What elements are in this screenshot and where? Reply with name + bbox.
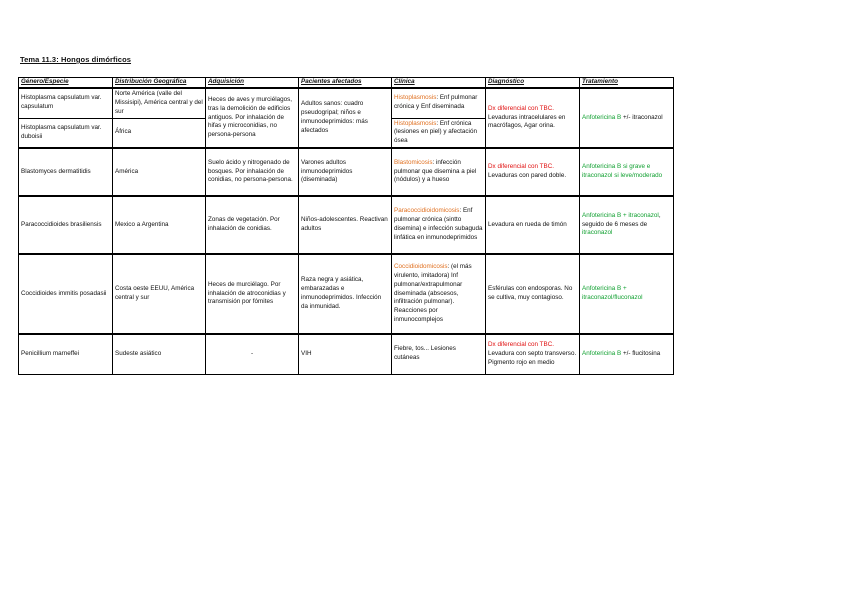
- cell-genero: Penicillium marneffei: [19, 334, 113, 374]
- cell-adquisicion: Suelo ácido y nitrogenado de bosques. Por inhalación de conidias, no persona-persona.: [206, 148, 299, 196]
- header-clinica: Clínica: [392, 78, 486, 89]
- cell-clinica: [392, 118, 486, 148]
- header-adquisicion: Adquisición: [206, 78, 299, 89]
- cell-distribucion: Mexico a Argentina: [113, 196, 206, 254]
- cell-diagnostico: [486, 334, 580, 374]
- cell-diagnostico: [486, 88, 580, 148]
- treatment-drug: Anfotericina B + itraconazol/fluconazol: [582, 285, 643, 301]
- treatment-drug: Anfotericina B: [582, 349, 622, 357]
- cell-distribucion: África: [113, 118, 206, 148]
- cell-diagnostico: Levadura en rueda de timón: [486, 196, 580, 254]
- clinica-text: : Enf pulmonar crónica y Enf diseminada: [394, 94, 478, 111]
- fungi-table: [18, 77, 674, 375]
- disease-name: Paracoccidioidomicosis: [394, 207, 460, 215]
- document-title: Tema 11.3: Hongos dimórficos: [20, 55, 132, 64]
- clinica-text: : Enf pulmonar crónica (sintto disemina) e infección subaguda linfática en inmunodeprimidos: [394, 207, 483, 241]
- disease-name: Histoplasmosis: [394, 119, 437, 127]
- cell-clinica: [392, 196, 486, 254]
- cell-adquisicion: -: [206, 334, 299, 374]
- diag-text: Levaduras intracelulares en macrófagos, Agar orina.: [488, 113, 566, 130]
- cell-adquisicion: Heces de murciélago. Por inhalación de atroconidias y transmisión por fómites: [206, 254, 299, 334]
- cell-genero: Blastomyces dermatitidis: [19, 148, 113, 196]
- diag-text: Levadura con septo transverso. Pigmento rojo en medio: [488, 349, 577, 366]
- table-row: [19, 254, 674, 334]
- cell-distribucion: Sudeste asiático: [113, 334, 206, 374]
- header-tratamiento: Tratamiento: [580, 78, 674, 89]
- cell-genero: Coccidioides immitis posadasii: [19, 254, 113, 334]
- treatment-text: , seguido de 6 meses de: [582, 211, 661, 228]
- cell-diagnostico: Esférulas con endosporas. No se cultiva, muy contagioso.: [486, 254, 580, 334]
- diag-highlight: Dx diferencial con TBC.: [488, 163, 555, 171]
- treatment-drug: Anfotericina B + itraconazol: [582, 211, 659, 219]
- treatment-drug-2: itraconazol: [582, 229, 613, 237]
- cell-genero: Histoplasma capsulatum var. duboisii: [19, 118, 113, 148]
- cell-genero: Paracoccidioides brasiliensis: [19, 196, 113, 254]
- table-row: [19, 196, 674, 254]
- cell-clinica: [392, 88, 486, 118]
- header-genero: Género/Especie: [19, 78, 113, 89]
- cell-genero: Histoplasma capsulatum var. capsulatum: [19, 88, 113, 118]
- diag-text: Levaduras con pared doble.: [488, 172, 567, 179]
- cell-pacientes: Adultos sanos: cuadro pseudogripal; niños e inmunodeprimidos: más afectados: [299, 88, 392, 148]
- cell-distribucion: Costa oeste EEUU, América central y sur: [113, 254, 206, 334]
- cell-tratamiento: [580, 88, 674, 148]
- cell-clinica: Fiebre, tos... Lesiones cutáneas: [392, 334, 486, 374]
- cell-adquisicion: Heces de aves y murciélagos, tras la demolición de edificios antiguos. Por inhalación de hifas y microconidias, no persona-persona: [206, 88, 299, 148]
- diag-highlight: Dx diferencial con TBC.: [488, 341, 555, 349]
- cell-pacientes: Raza negra y asiática, embarazadas e inmunodeprimidos. Infección da inmunidad.: [299, 254, 392, 334]
- header-row: [19, 78, 674, 89]
- clinica-text: : (el más virulento, imitadora) Inf pulmonar/extrapulmonar diseminada (abscesos, infiltración pulmonar). Reacciones por inmunocomplejos: [394, 263, 472, 323]
- cell-clinica: [392, 254, 486, 334]
- table-row: [19, 334, 674, 374]
- treatment-text: +/- itraconazol: [621, 113, 663, 121]
- disease-name: Coccidioidomicosis: [394, 263, 448, 271]
- cell-diagnostico: [486, 148, 580, 196]
- cell-distribucion: Norte América (valle del Missisipi), América central y del sur: [113, 88, 206, 118]
- treatment-drug: Anfotericina B si grave e itraconazol si leve/moderado: [582, 163, 663, 179]
- cell-pacientes: VIH: [299, 334, 392, 374]
- header-distribucion: Distribución Geográfica: [113, 78, 206, 89]
- cell-distribucion: América: [113, 148, 206, 196]
- clinica-text: : Enf crónica (lesiones en piel) y afectación ósea: [394, 119, 477, 145]
- diag-highlight: Dx diferencial con TBC.: [488, 104, 555, 112]
- cell-tratamiento: [580, 148, 674, 196]
- cell-pacientes: Niños-adolescentes. Reactivan adultos: [299, 196, 392, 254]
- cell-clinica: [392, 148, 486, 196]
- header-diagnostico: Diagnóstico: [486, 78, 580, 89]
- treatment-drug: Anfotericina B: [582, 113, 622, 121]
- table-row: [19, 88, 674, 118]
- cell-tratamiento: [580, 334, 674, 374]
- cell-tratamiento: [580, 196, 674, 254]
- cell-pacientes: Varones adultos inmunodeprimidos (diseminada): [299, 148, 392, 196]
- table-row: [19, 148, 674, 196]
- treatment-text: +/- flucitosina: [621, 349, 661, 357]
- cell-tratamiento: [580, 254, 674, 334]
- cell-adquisicion: Zonas de vegetación. Por inhalación de conidias.: [206, 196, 299, 254]
- disease-name: Histoplasmosis: [394, 94, 437, 102]
- disease-name: Blastomicosis: [394, 158, 433, 166]
- header-pacientes: Pacientes afectados: [299, 78, 392, 89]
- clinica-text: : infección pulmonar que disemina a piel (nódulos) y a hueso: [394, 158, 477, 184]
